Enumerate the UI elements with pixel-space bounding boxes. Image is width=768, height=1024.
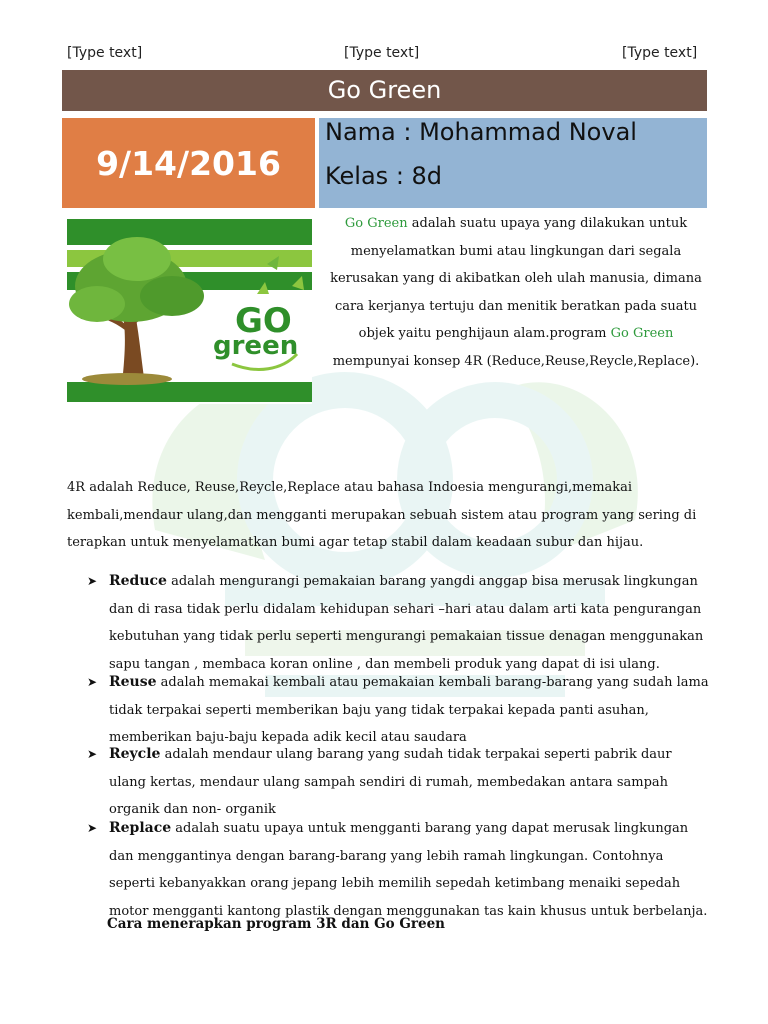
reduce-description: adalah mengurangi pemakaian barang yangdi anggap bisa merusak lingkungan dan di rasa tidak perlu didalam kehidupan sehari –hari atau dalam arti kata pengurangan kebutuhan yang tidak perlu seperti mengurangi pemakaian tissue denagan menggunakan sapu tangan , membaca koran online , dan membeli produk yang dapat di isi ulang.	[109, 574, 704, 672]
arrow-bullet-icon: ➤	[87, 821, 98, 835]
page-title: Go Green	[327, 76, 442, 104]
header-left-text: [Type text]	[67, 45, 143, 61]
go-green-logo-image	[67, 214, 312, 404]
list-item-replace	[87, 815, 712, 925]
student-class: Kelas : 8d	[325, 162, 443, 190]
date-text: 9/14/2016	[96, 143, 281, 183]
header-right-text: [Type text]	[622, 45, 698, 61]
arrow-bullet-icon: ➤	[87, 675, 98, 689]
date-box	[62, 118, 315, 208]
list-item-reycle	[87, 741, 712, 824]
list-item-reuse	[87, 669, 712, 752]
arrow-bullet-icon: ➤	[87, 574, 98, 588]
reycle-description: adalah mendaur ulang barang yang sudah tidak terpakai seperti pabrik daur ulang kertas, mendaur ulang sampah sendiri di rumah, membedakan antara sampah organik dan non- organik	[109, 747, 672, 817]
intro-paragraph	[325, 210, 707, 375]
closing-heading: Cara menerapkan program 3R dan Go Green	[107, 916, 445, 932]
intro-term-go-green-2: Go Green	[610, 326, 674, 341]
term-reycle: Reycle	[109, 746, 161, 762]
list-item-reduce	[87, 568, 712, 678]
arrow-bullet-icon: ➤	[87, 747, 98, 761]
term-reduce: Reduce	[109, 573, 167, 589]
replace-description: adalah suatu upaya untuk mengganti barang yang dapat merusak lingkungan dan menggantinya dengan barang-barang yang lebih ramah lingkungan. Contohnya seperti kebanyakkan orang jepang lebih memilih sepedah ketimbang menaiki sepedah motor mengganti kantong plastik dengan menggunakan tas kain khusus untuk berbelanja.	[109, 821, 708, 919]
intro-text-part2: mempunyai konsep 4R (Reduce,Reuse,Reycle,Replace).	[332, 353, 700, 369]
reuse-description: adalah memakai kembali atau pemakaian kembali barang-barang yang sudah lama tidak terpakai seperti memberikan baju yang tidak terpakai kepada panti asuhan, memberikan baju-baju kepada adik kecil atau saudara	[109, 675, 709, 745]
four-r-paragraph: 4R adalah Reduce, Reuse,Reycle,Replace atau bahasa Indoesia mengurangi,memakai kembali,mendaur ulang,dan mengganti merupakan sebuah sistem atau program yang sering di terapkan untuk menyelamatkan bumi agar tetap stabil dalam keadaan subur dan hijau.	[67, 480, 697, 550]
intro-text-part1: adalah suatu upaya yang dilakukan untuk menyelamatkan bumi atau lingkungan dari segala kerusakan yang di akibatkan oleh ulah manusia, dimana cara kerjanya tertuju dan menitik beratkan pada suatu objek yaitu penghijaun alam.program	[330, 216, 702, 341]
logo-green-text: green	[213, 331, 299, 361]
student-info-box	[319, 118, 707, 208]
title-band	[62, 70, 707, 111]
header-center-text: [Type text]	[344, 45, 420, 61]
logo-go-text: GO	[235, 301, 292, 341]
term-reuse: Reuse	[109, 674, 157, 690]
intro-term-go-green: Go Green	[344, 216, 408, 231]
student-name: Nama : Mohammad Noval	[325, 118, 637, 146]
term-replace: Replace	[109, 820, 172, 836]
